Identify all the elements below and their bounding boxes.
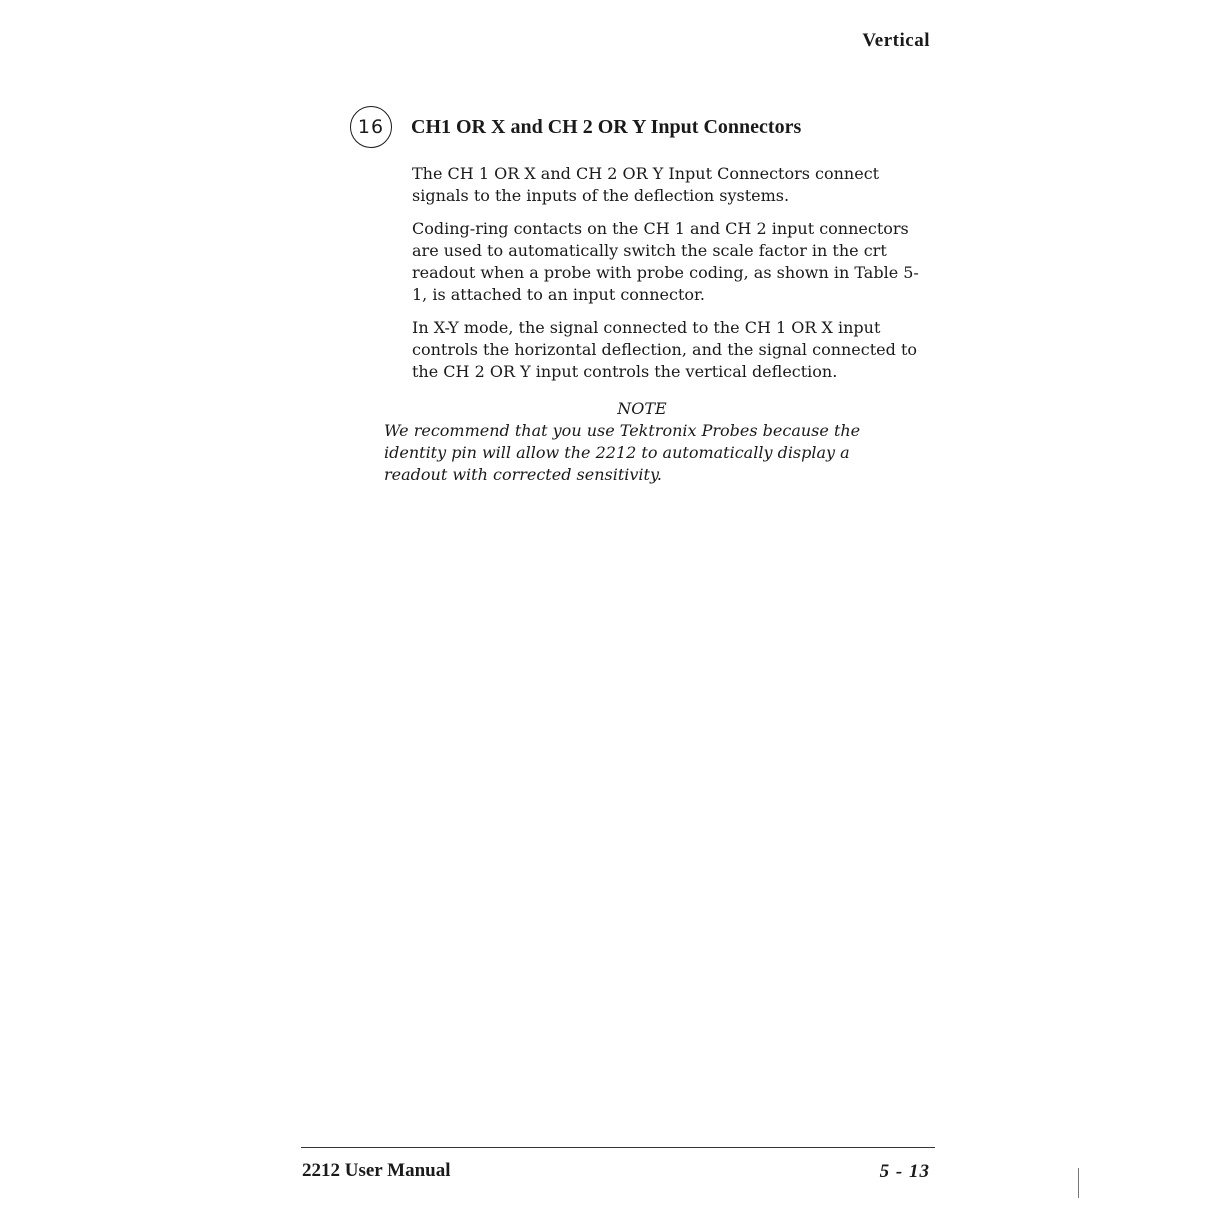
footer-manual-title: 2212 User Manual xyxy=(302,1160,451,1181)
callout-number-badge: 16 xyxy=(350,106,392,148)
footer-page-number: 5 - 13 xyxy=(879,1161,930,1182)
paragraph-input-connectors: The CH 1 OR X and CH 2 OR Y Input Connectors connect signals to the inputs of the deflection systems. xyxy=(412,164,880,205)
running-header-title: Vertical xyxy=(862,30,930,51)
scan-edge-mark xyxy=(1078,1168,1079,1198)
section-body xyxy=(412,163,922,383)
section-heading xyxy=(350,106,930,148)
footer-divider xyxy=(301,1147,935,1148)
note-block xyxy=(384,398,904,486)
connector-section xyxy=(350,106,930,394)
note-label: NOTE xyxy=(617,399,667,418)
note-text: We recommend that you use Tektronix Probes because the identity pin will allow the 2212 to automatically display a readout with corrected sensitivity. xyxy=(384,421,861,484)
paragraph-coding-ring: Coding-ring contacts on the CH 1 and CH 2 input connectors are used to automatically switch the scale factor in the crt readout when a probe with probe coding, as shown in Table 5-1, is attached to an input connector. xyxy=(412,219,919,304)
section-title: CH1 OR X and CH 2 OR Y Input Connectors xyxy=(411,115,802,138)
paragraph-xy-mode: In X-Y mode, the signal connected to the CH 1 OR X input controls the horizontal deflection, and the signal connected to the CH 2 OR Y input controls the vertical deflection. xyxy=(412,318,918,381)
